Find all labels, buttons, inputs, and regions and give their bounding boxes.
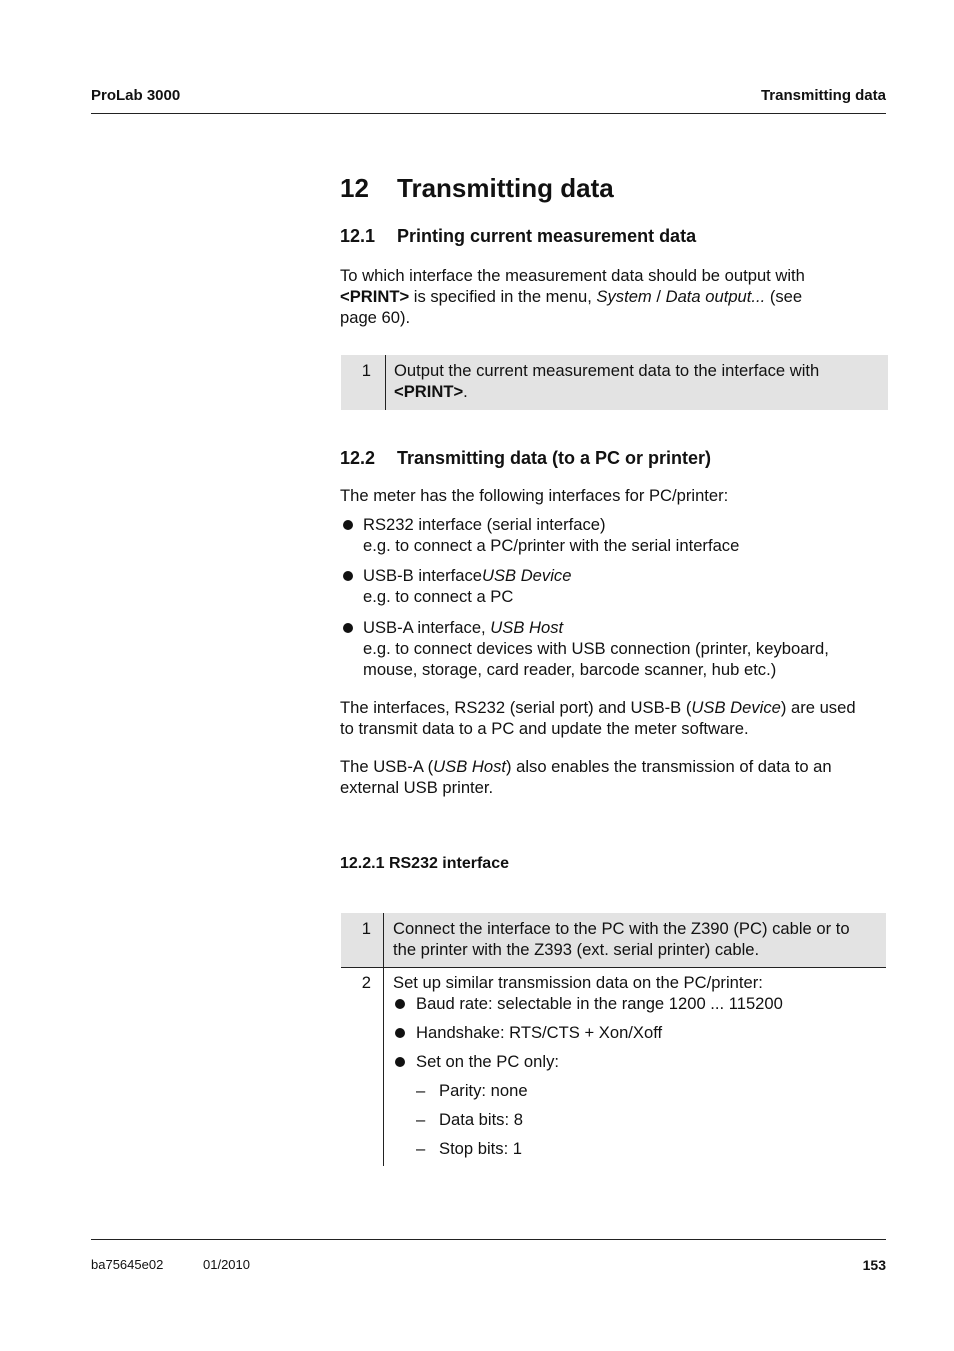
section-12-1-heading: 12.1 Printing current measurement data (340, 226, 697, 246)
step-divider (385, 355, 386, 410)
setting-data-bits: – Data bits: 8 (416, 1110, 523, 1129)
section-12-1-paragraph: To which interface the measurement data should be output with <PRINT> is specified in the menu, System / Data output... (see page 60). (340, 266, 805, 327)
footer-doc-number: ba75645e02 (91, 1257, 164, 1272)
footer-date: 01/2010 (203, 1257, 250, 1272)
setting-parity: – Parity: none (416, 1081, 528, 1100)
step-text: Set up similar transmission data on the PC/printer: (393, 973, 763, 992)
step-text: Connect the interface to the PC with the Z390 (PC) cable or to the printer with the Z393 (ext. serial printer) cable. (393, 919, 850, 959)
chapter-title: 12 Transmitting data (340, 173, 614, 203)
step-settings (341, 968, 886, 1166)
step-number: 1 (361, 361, 371, 380)
bullet-icon (395, 1028, 405, 1038)
section-12-2-1-heading: 12.2.1 RS232 interface (340, 855, 509, 872)
header-rule (91, 113, 886, 114)
step-number: 1 (361, 919, 371, 938)
section-12-2-paragraph-interfaces: The interfaces, RS232 (serial port) and USB-B (USB Device) are used to transmit data to a PC and update the meter software. (340, 698, 856, 738)
step-connect (341, 913, 886, 968)
step-number: 2 (361, 973, 371, 992)
bullet-icon (395, 1057, 405, 1067)
bullet-usb-b: USB-B interfaceUSB Device e.g. to connect a PC (340, 565, 571, 607)
step-text: Output the current measurement data to the interface with <PRINT>. (394, 361, 820, 401)
setting-baud-rate: Baud rate: selectable in the range 1200 ... 115200 (393, 993, 783, 1014)
bullet-icon (343, 520, 353, 530)
header-section: Transmitting data (760, 87, 886, 104)
bullet-icon (343, 623, 353, 633)
section-12-2-intro: The meter has the following interfaces for PC/printer: (340, 486, 729, 505)
section-12-2-heading: 12.2 Transmitting data (to a PC or printer) (340, 448, 712, 468)
bullet-icon (395, 999, 405, 1009)
step-divider (383, 913, 384, 967)
step-divider (383, 968, 384, 1166)
setting-stop-bits: – Stop bits: 1 (416, 1139, 523, 1158)
page-number: 153 (862, 1257, 886, 1273)
bullet-icon (343, 571, 353, 581)
header-product: ProLab 3000 (91, 87, 181, 104)
footer-rule (91, 1239, 886, 1240)
section-12-2-paragraph-usb-host: The USB-A (USB Host) also enables the transmission of data to an external USB printer. (340, 757, 832, 797)
bullet-usb-a: USB-A interface, USB Host e.g. to connect devices with USB connection (printer, keyboard, mouse, storage, card reader, barcode scanner, hub etc.) (340, 617, 829, 680)
step-print (341, 355, 888, 410)
setting-handshake: Handshake: RTS/CTS + Xon/Xoff (393, 1022, 662, 1043)
bullet-rs232: RS232 interface (serial interface) e.g. to connect a PC/printer with the serial interface (340, 514, 739, 556)
setting-pc-only: Set on the PC only: (393, 1051, 559, 1072)
